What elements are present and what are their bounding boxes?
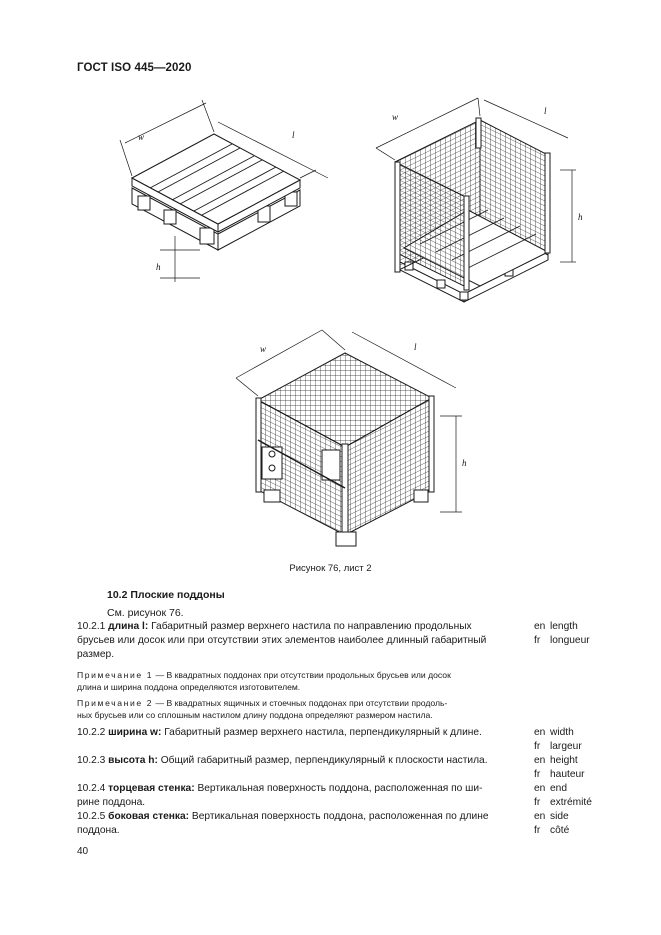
entry-definition: Вертикальная поверхность поддона, расположенная по ши-: [197, 783, 483, 794]
entry-definition: Габаритный размер верхнего настила, перпендикулярный к длине.: [164, 727, 482, 738]
section-number: 10.2: [107, 589, 128, 601]
svg-text:l: l: [544, 106, 547, 116]
term-fr: fr extrémité: [534, 797, 592, 808]
entry-term: торцевая стенка:: [108, 783, 195, 794]
svg-text:w: w: [260, 344, 267, 354]
svg-text:w: w: [392, 112, 399, 122]
entry-definition: Общий габаритный размер, перпендикулярный к плоскости настила.: [160, 755, 488, 766]
svg-text:l: l: [292, 130, 295, 140]
term-en: en length: [534, 621, 578, 632]
note-2: [77, 697, 447, 709]
entry-term: боковая стенка:: [108, 811, 190, 822]
entry-line: рине поддона.: [77, 797, 146, 808]
section-heading: [107, 589, 225, 601]
note-label: Примечание 2: [77, 698, 154, 708]
entry-10-2-3: [77, 754, 488, 768]
entry-term: высота h:: [108, 755, 158, 766]
section-title: Плоские поддоны: [130, 589, 225, 601]
svg-text:h: h: [462, 458, 467, 468]
page-header: ГОСТ ISO 445—2020: [77, 62, 192, 74]
term-fr: fr côté: [534, 825, 570, 836]
term-en: en side: [534, 811, 569, 822]
note-label: Примечание 1: [77, 670, 154, 680]
figure-caption: Рисунок 76, лист 2: [289, 563, 372, 574]
page-number: 40: [77, 846, 89, 857]
entry-line: размер.: [77, 649, 115, 660]
term-fr: fr hauteur: [534, 769, 585, 780]
entry-10-2-5: [77, 810, 489, 824]
box-pallet-closed-drawing: [236, 330, 467, 546]
note-text: — В квадратных ящичных и стоечных поддонах при отсутствии продоль-: [155, 698, 448, 708]
note-text: длина и ширина поддона определяются изготовителем.: [77, 682, 301, 692]
entry-number: 10.2.3: [77, 755, 106, 766]
entry-10-2-1: [77, 620, 524, 634]
entry-number: 10.2.2: [77, 727, 106, 738]
term-en: en end: [534, 783, 567, 794]
entry-term: длина l:: [108, 621, 149, 632]
entry-10-2-2: [77, 726, 482, 740]
term-en: en height: [534, 755, 578, 766]
term-en: en width: [534, 727, 574, 738]
entry-definition: Габаритный размер верхнего настила по направлению продольных: [151, 621, 472, 632]
entry-number: 10.2.1: [77, 621, 106, 632]
term-fr: fr longueur: [534, 635, 590, 646]
entry-line: поддона.: [77, 825, 120, 836]
note-1: [77, 669, 451, 681]
entry-number: 10.2.4: [77, 783, 106, 794]
term-fr: fr largeur: [534, 741, 582, 752]
entry-definition: Вертикальная поверхность поддона, расположенная по длине: [191, 811, 489, 822]
flat-pallet-drawing: [120, 100, 328, 282]
svg-text:l: l: [414, 342, 417, 352]
entry-term: ширина w:: [108, 727, 162, 738]
note-text: — В квадратных поддонах при отсутствии продольных брусьев или досок: [155, 670, 451, 680]
svg-text:h: h: [578, 212, 583, 222]
svg-text:w: w: [138, 132, 145, 142]
figure-reference: См. рисунок 76.: [107, 607, 184, 619]
note-text: ных брусьев или со сплошным настилом длину поддона определяют размером настила.: [77, 710, 433, 720]
entry-number: 10.2.5: [77, 811, 106, 822]
svg-text:h: h: [156, 262, 161, 272]
entry-10-2-4: [77, 782, 482, 796]
entry-line: брусьев или досок или при отсутствии этих элементов наиболее длинный габаритный: [77, 635, 487, 646]
box-pallet-open-drawing: [376, 98, 583, 302]
